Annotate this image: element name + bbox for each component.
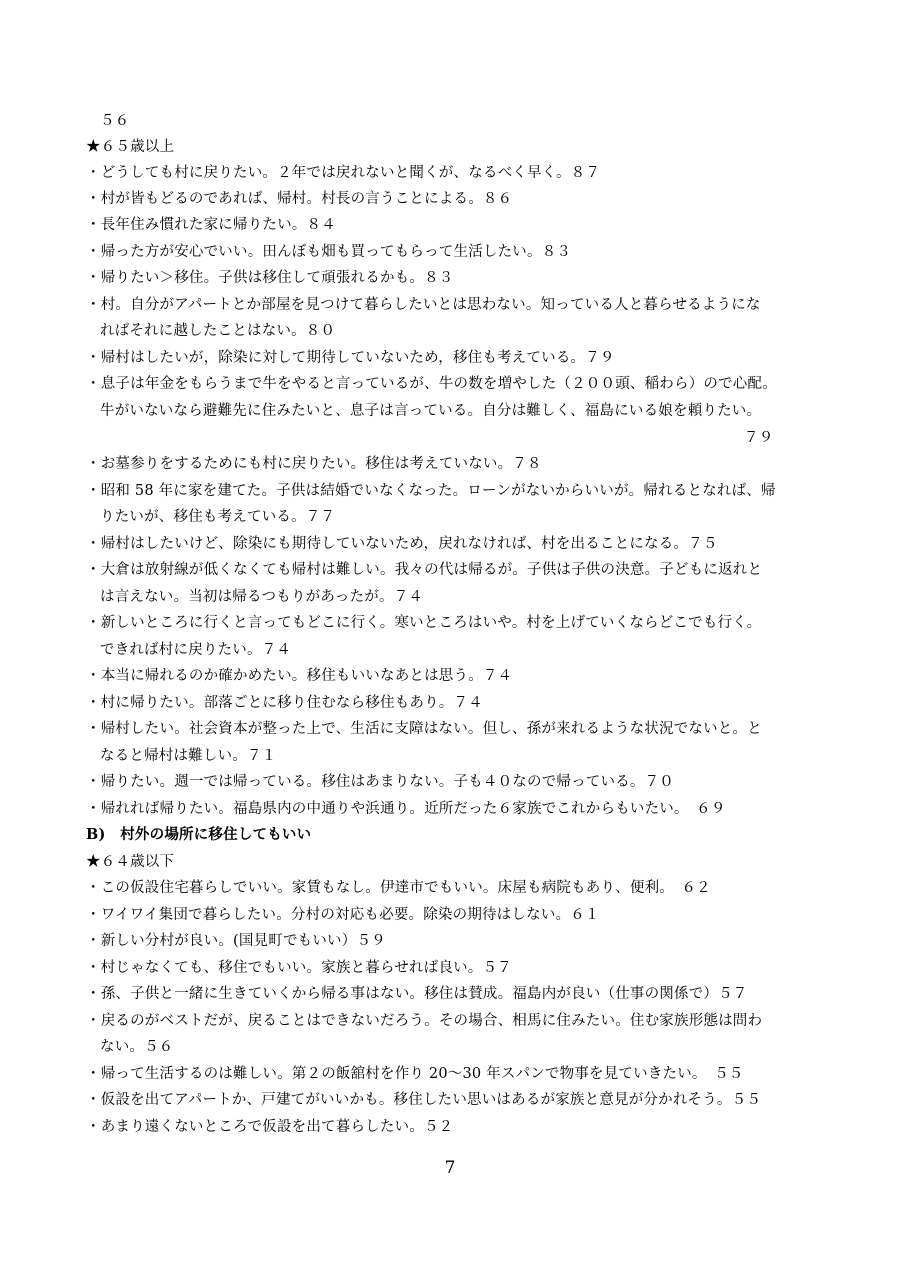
list-item: ・この仮設住宅暮らしでいい。家賃もなし。伊達市でもいい。床屋も病院もあり、便利。 ６２ [86, 880, 711, 896]
list-item: ・仮設を出てアパートか、戸建てがいいかも。移住したい思いはあるが家族と意見が分かれそう。５５ [86, 1092, 762, 1108]
list-item: ・本当に帰れるのか確かめたい。移住もいいなあとは思う。７４ [86, 668, 513, 684]
list-item: ・帰りたい。週一では帰っている。移住はあまりない。子も４０なので帰っている。７０ [86, 774, 674, 790]
list-item-number: ７９ [744, 430, 774, 446]
list-item-continuation: は言えない。当初は帰るつもりがあったが。７４ [100, 589, 424, 605]
list-item: ・村が皆もどるのであれば、帰村。村長の言うことによる。８６ [86, 191, 513, 207]
list-item: ・あまり遠くないところで仮設を出て暮らしたい。５２ [86, 1119, 454, 1135]
list-item: ・新しいところに行くと言ってもどこに行く。寒いところはいや。村を上げていくならどこでも行く。 [86, 615, 762, 631]
section-heading-b: B) 村外の場所に移住してもいい [86, 826, 312, 843]
list-item: ・大倉は放射線が低くなくても帰村は難しい。我々の代は帰るが。子供は子供の決意。子どもに返れと [86, 562, 763, 578]
list-item: ・帰って生活するのは難しい。第２の飯舘村を作り 20～30 年スパンで物事を見ていきたい。 ５５ [86, 1066, 744, 1082]
list-item: ・長年住み慣れた家に帰りたい。８４ [86, 217, 336, 233]
list-item: ・ワイワイ集団で暮らしたい。分村の対応も必要。除染の期待はしない。６１ [86, 907, 600, 923]
list-item: ・孫、子供と一緒に生きていくから帰る事はない。移住は賛成。福島内が良い（仕事の関係で）５７ [86, 986, 748, 1002]
list-item: ・息子は年金をもらうまで牛をやると言っているが、牛の数を増やした（２００頭、稲わら）ので心配。 [86, 376, 777, 392]
section-heading: ★６５歳以上 [86, 139, 175, 155]
list-item: ・帰村はしたいが，除染に対して期待していないため，移住も考えている。７９ [86, 350, 615, 366]
list-item: ・村に帰りたい。部落ごとに移り住むなら移住もあり。７４ [86, 695, 483, 711]
list-item: ・帰村はしたいけど、除染にも期待していないため，戻れなければ、村を出ることになる。７５ [86, 536, 718, 552]
list-item: ・村じゃなくても、移住でもいい。家族と暮らせれば良い。５７ [86, 960, 512, 976]
list-item-continuation: りたいが、移住も考えている。７７ [100, 509, 336, 525]
list-item: ・帰りたい＞移住。子供は移住して頑張れるかも。８３ [86, 270, 454, 286]
list-item-continuation: なると帰村は難しい。７１ [100, 748, 277, 764]
list-item: ・どうしても村に戻りたい。２年では戻れないと聞くが、なるべく早く。８７ [86, 165, 601, 181]
list-item: ・新しい分村が良い。(国見町でもいい）５９ [86, 933, 386, 949]
list-item: ・帰った方が安心でいい。田んぼも畑も買ってもらって生活したい。８３ [86, 244, 572, 260]
list-item-continuation: ない。５６ [100, 1039, 174, 1055]
list-item: ・戻るのがベストだが、戻ることはできないだろう。その場合、相馬に住みたい。住む家族形態は問わ [86, 1013, 763, 1029]
list-item: ・帰村したい。社会資本が整った上で、生活に支障はない。但し、孫が来れるような状況でないと。と [86, 721, 762, 737]
text-line: ５６ [100, 113, 130, 129]
list-item: ・村。自分がアパートとか部屋を見つけて暮らしたいとは思わない。知っている人と暮らせるようにな [86, 297, 761, 313]
list-item: ・帰れれば帰りたい。福島県内の中通りや浜通り。近所だった６家族でこれからもいたい。 ６９ [86, 801, 726, 817]
list-item: ・お墓参りをするためにも村に戻りたい。移住は考えていない。７８ [86, 456, 542, 472]
list-item: ・昭和 58 年に家を建てた。子供は結婚でいなくなった。ローンがないからいいが。帰れるとなれば、帰 [86, 483, 776, 499]
section-heading: ★６４歳以下 [86, 854, 175, 870]
list-item-continuation: 牛がいないなら避難先に住みたいと、息子は言っている。自分は難しく、福島にいる娘を頼りたい。 [100, 403, 762, 419]
list-item-continuation: できれば村に戻りたい。７４ [100, 642, 292, 658]
list-item-continuation: ればそれに越したことはない。８０ [100, 323, 336, 339]
page-number: 7 [444, 1158, 456, 1178]
